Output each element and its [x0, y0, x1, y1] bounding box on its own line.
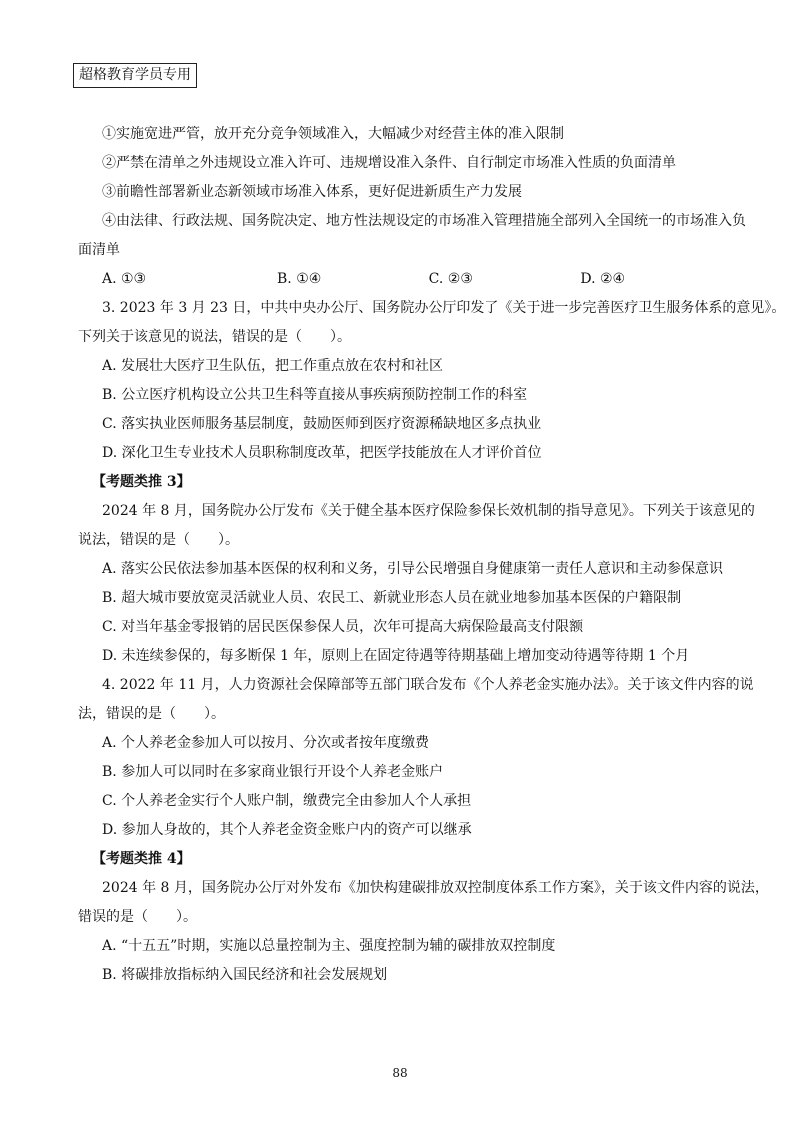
- q3-stem-1: 3. 2023 年 3 月 23 日，中共中央办公厅、国务院办公厅印发了《关于进一步完善医疗卫生服务体系的意见》。: [102, 300, 786, 316]
- q2-option-a: A. ①③: [102, 271, 147, 287]
- analog3-option-d: D. 未连续参保的，每多断保 1 年，原则上在固定待遇等待期基础上增加变动待遇等待期 1 个月: [102, 648, 690, 664]
- page-number: 88: [392, 1066, 408, 1080]
- q4-option-a: A. 个人养老金参加人可以按月、分次或者按年度缴费: [102, 735, 430, 751]
- content: [78, 120, 786, 990]
- q2-options: [78, 265, 732, 294]
- analog3-option-b: B. 超大城市要放宽灵活就业人员、农民工、新就业形态人员在就业地参加基本医保的户籍限制: [102, 590, 682, 606]
- statement-1: ①实施宽进严管，放开充分竞争领域准入，大幅减少对经营主体的准入限制: [102, 126, 564, 142]
- q4-option-b: B. 参加人可以同时在多家商业银行开设个人养老金账户: [102, 764, 444, 780]
- analog3-stem-1: 2024 年 8 月，国务院办公厅发布《关于健全基本医疗保险参保长效机制的指导意见》。下列关于该意见的: [102, 503, 755, 519]
- analog4-stem-1: 2024 年 8 月，国务院办公厅对外发布《加快构建碳排放双控制度体系工作方案》，关于该文件内容的说法，: [102, 880, 769, 896]
- q2-option-c: C. ②③: [428, 271, 473, 287]
- analog3-stem-2: 说法，错误的是（ ）。: [78, 532, 239, 548]
- statement-4-cont: 面清单: [78, 242, 120, 258]
- header-tag: 超格教育学员专用: [73, 63, 197, 88]
- analog3-option-c: C. 对当年基金零报销的居民医保参保人员，次年可提高大病保险最高支付限额: [102, 619, 584, 635]
- statement-4: ④由法律、行政法规、国务院决定、地方性法规设定的市场准入管理措施全部列入全国统一的市场准入负: [102, 213, 746, 229]
- q3-option-d: D. 深化卫生专业技术人员职称制度改革，把医学技能放在人才评价首位: [102, 445, 542, 461]
- q2-option-d: D. ②④: [580, 271, 626, 287]
- q4-option-d: D. 参加人身故的，其个人养老金资金账户内的资产可以继承: [102, 822, 472, 838]
- q3-stem-2: 下列关于该意见的说法，错误的是（ ）。: [78, 329, 351, 345]
- analog3-option-a: A. 落实公民依法参加基本医保的权利和义务，引导公民增强自身健康第一责任人意识和主动参保意识: [102, 561, 724, 577]
- analog4-option-b: B. 将碳排放指标纳入国民经济和社会发展规划: [102, 967, 388, 983]
- q3-option-b: B. 公立医疗机构设立公共卫生科等直接从事疾病预防控制工作的科室: [102, 387, 528, 403]
- analog3-heading: 【考题类推 3】: [92, 474, 191, 490]
- statement-2: ②严禁在清单之外违规设立准入许可、违规增设准入条件、自行制定市场准入性质的负面清单: [102, 155, 676, 171]
- analog4-option-a: A. “十五五”时期，实施以总量控制为主、强度控制为辅的碳排放双控制度: [102, 938, 556, 954]
- analog4-heading: 【考题类推 4】: [92, 851, 191, 867]
- q2-option-b: B. ①④: [277, 271, 322, 287]
- statement-3: ③前瞻性部署新业态新领域市场准入体系，更好促进新质生产力发展: [102, 184, 522, 200]
- analog4-stem-2: 错误的是（ ）。: [78, 909, 197, 925]
- q3-option-a: A. 发展壮大医疗卫生队伍，把工作重点放在农村和社区: [102, 358, 444, 374]
- q4-stem-2: 法，错误的是（ ）。: [78, 706, 225, 722]
- q3-option-c: C. 落实执业医师服务基层制度，鼓励医师到医疗资源稀缺地区多点执业: [102, 416, 542, 432]
- q4-option-c: C. 个人养老金实行个人账户制，缴费完全由参加人个人承担: [102, 793, 472, 809]
- q4-stem-1: 4. 2022 年 11 月，人力资源社会保障部等五部门联合发布《个人养老金实施办法》。关于该文件内容的说: [102, 677, 754, 693]
